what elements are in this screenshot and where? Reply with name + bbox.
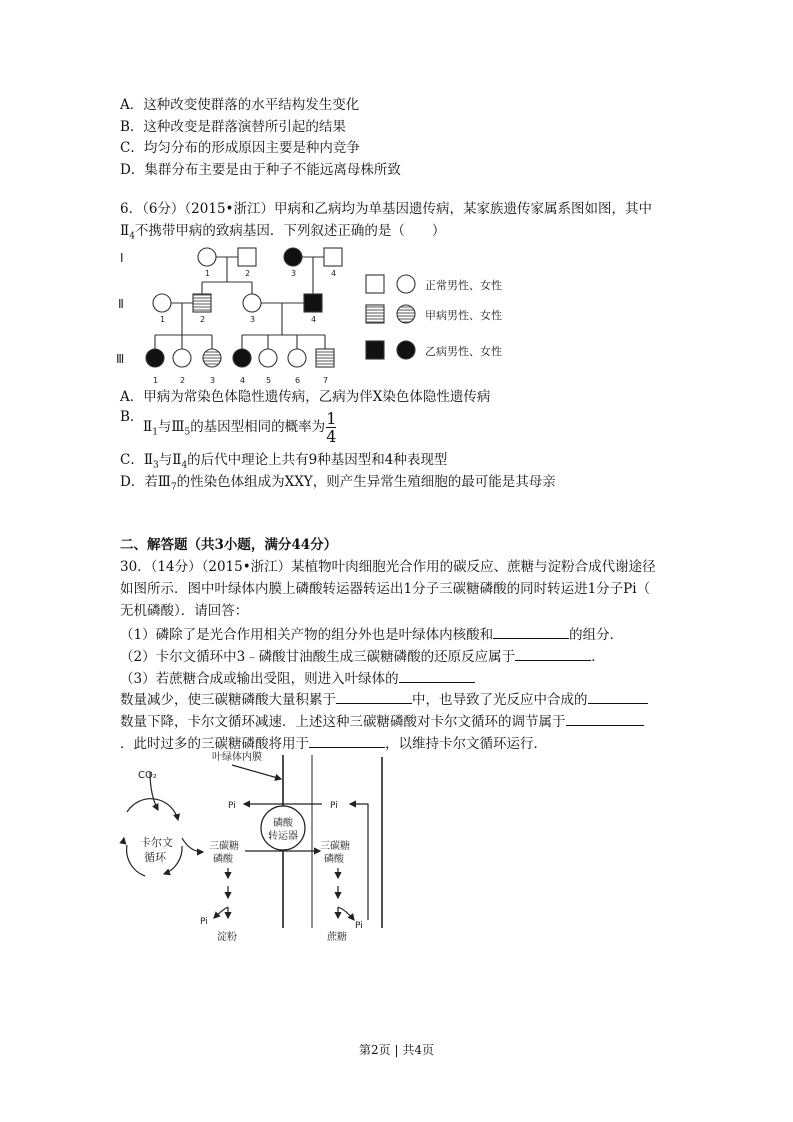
roman: Ⅱ	[120, 223, 130, 239]
id: 6	[295, 376, 301, 385]
cycle-label: 卡尔文	[140, 836, 173, 849]
legend	[366, 275, 502, 359]
male-disease-a	[316, 349, 334, 367]
sub: 3	[153, 460, 159, 471]
t: Ⅱ	[143, 419, 153, 435]
t: ．	[591, 649, 605, 665]
sub: 5	[184, 427, 191, 438]
pathway-diagram	[123, 750, 382, 943]
male-disease-a	[193, 294, 211, 312]
t: （1）磷除了是光合作用相关产物的组分外也是叶绿体内核酸和	[120, 627, 494, 643]
id: 2	[200, 315, 206, 324]
t: 的性染色体组成为XXY，则产生异常生殖细胞的最可能是其母亲	[176, 474, 556, 490]
t: C．Ⅱ	[120, 452, 154, 468]
legend-normal: 正常男性、女性	[425, 279, 502, 292]
sub: 7	[170, 482, 177, 493]
q5-option-c: C．均匀分布的形成原因主要是种内竞争	[120, 140, 360, 156]
gen-label: Ⅱ	[118, 297, 124, 311]
t: 的基因型相同的概率为	[190, 419, 326, 435]
t: 数量下降，卡尔文循环减速．上述这种三碳糖磷酸对卡尔文循环的调节属于	[120, 714, 566, 730]
id: 3	[250, 315, 256, 324]
t: ．此时过多的三碳糖磷酸将用于	[120, 736, 309, 752]
id: 3	[291, 269, 297, 278]
female-normal	[259, 349, 277, 367]
q5-option-d: D．集群分布主要是由于种子不能远离母株所致	[120, 162, 401, 178]
id: 7	[323, 376, 329, 385]
section-title: 二、解答题（共3小题，满分44分）	[120, 537, 338, 553]
legend-disease-b: 乙病男性、女性	[425, 345, 502, 358]
t: ，以维持卡尔文循环运行．	[385, 736, 547, 752]
gen-label: Ⅲ	[116, 352, 125, 366]
pi-label: Pi	[228, 801, 236, 811]
q6-option-b-label: B．	[120, 409, 144, 425]
id: 1	[160, 315, 166, 324]
id: 4	[311, 315, 317, 324]
pi-label: Pi	[330, 801, 338, 811]
female-disease-a	[203, 349, 221, 367]
female-normal	[288, 349, 306, 367]
t: 与Ⅲ	[157, 419, 185, 435]
male-normal	[324, 248, 342, 266]
numerator: 1	[326, 409, 337, 428]
id: 2	[180, 376, 186, 385]
sub: 1	[152, 427, 158, 438]
starch-label: 淀粉	[217, 932, 237, 943]
sucrose-label: 蔗糖	[327, 932, 347, 943]
denominator: 4	[326, 427, 337, 446]
q30-stem-1: 30．（14分）（2015•浙江）某植物叶肉细胞光合作用的碳反应、蔗糖与淀粉合成代谢途径	[120, 559, 656, 575]
legend-disease-a: 甲病男性、女性	[425, 309, 502, 322]
sub: 4	[181, 460, 188, 471]
q5-option-b: B．这种改变是群落演替所引起的结果	[120, 119, 346, 135]
id: 1	[153, 376, 159, 385]
tp-label: 磷酸	[213, 854, 233, 865]
t: 中，也导致了光反应中合成的	[412, 692, 588, 708]
cycle-label: 循环	[144, 851, 166, 864]
female-normal	[198, 248, 216, 266]
t: 与Ⅱ	[158, 452, 182, 468]
t: 数量减少，使三碳糖磷酸大量积累于	[120, 692, 336, 708]
female-normal	[173, 349, 191, 367]
text: 不携带甲病的致病基因．下列叙述正确的是（ ）	[134, 223, 446, 239]
q6-option-a: A．甲病为常染色体隐性遗传病，乙病为伴X染色体隐性遗传病	[120, 389, 491, 405]
co2-label: CO₂	[138, 770, 157, 781]
transporter-label: 磷酸	[273, 818, 293, 829]
female-disease-b	[233, 349, 251, 367]
q5-option-a: A．这种改变使群落的水平结构发生变化	[120, 97, 360, 113]
pi-label: Pi	[355, 921, 363, 931]
female-normal	[243, 294, 261, 312]
id: 4	[240, 376, 246, 385]
t: D．若Ⅲ	[120, 474, 171, 490]
tp-label: 三碳糖	[209, 841, 239, 852]
female-disease-b	[146, 349, 164, 367]
id: 2	[245, 269, 251, 278]
q6-stem-line1: 6．（6分）（2015•浙江）甲病和乙病均为单基因遗传病，某家族遗传家属系图如图，其中	[120, 201, 652, 217]
t: （2）卡尔文循环中3﹣磷酸甘油酸生成三碳糖磷酸的还原反应属于	[120, 649, 516, 665]
tp-label: 三碳糖	[320, 841, 350, 852]
t: 的组分．	[569, 627, 624, 643]
id: 4	[331, 269, 337, 278]
pedigree-chart	[116, 248, 502, 385]
pi-label: Pi	[200, 917, 208, 927]
transporter-label: 转运器	[268, 831, 298, 842]
id: 1	[205, 269, 211, 278]
page-footer: 第2页 | 共4页	[359, 1043, 434, 1057]
female-disease-b	[284, 248, 302, 266]
t: （3）若蔗糖合成或输出受阻，则进入叶绿体的	[120, 671, 399, 687]
male-disease-b	[304, 294, 322, 312]
sub: 4	[129, 231, 135, 242]
membrane-label: 叶绿体内膜	[212, 752, 262, 763]
id: 5	[266, 376, 272, 385]
male-normal	[238, 248, 256, 266]
gen-label: Ⅰ	[120, 251, 124, 265]
tp-label: 磷酸	[324, 854, 344, 865]
female-normal	[153, 294, 171, 312]
id: 3	[210, 376, 216, 385]
t: 的后代中理论上共有9种基因型和4种表现型	[187, 452, 448, 468]
q30-stem-3: 无机磷酸）．请回答：	[120, 603, 249, 619]
q30-stem-2: 如图所示．图中叶绿体内膜上磷酸转运器转运出1分子三碳糖磷酸的同时转运进1分子Pi（	[120, 581, 651, 597]
